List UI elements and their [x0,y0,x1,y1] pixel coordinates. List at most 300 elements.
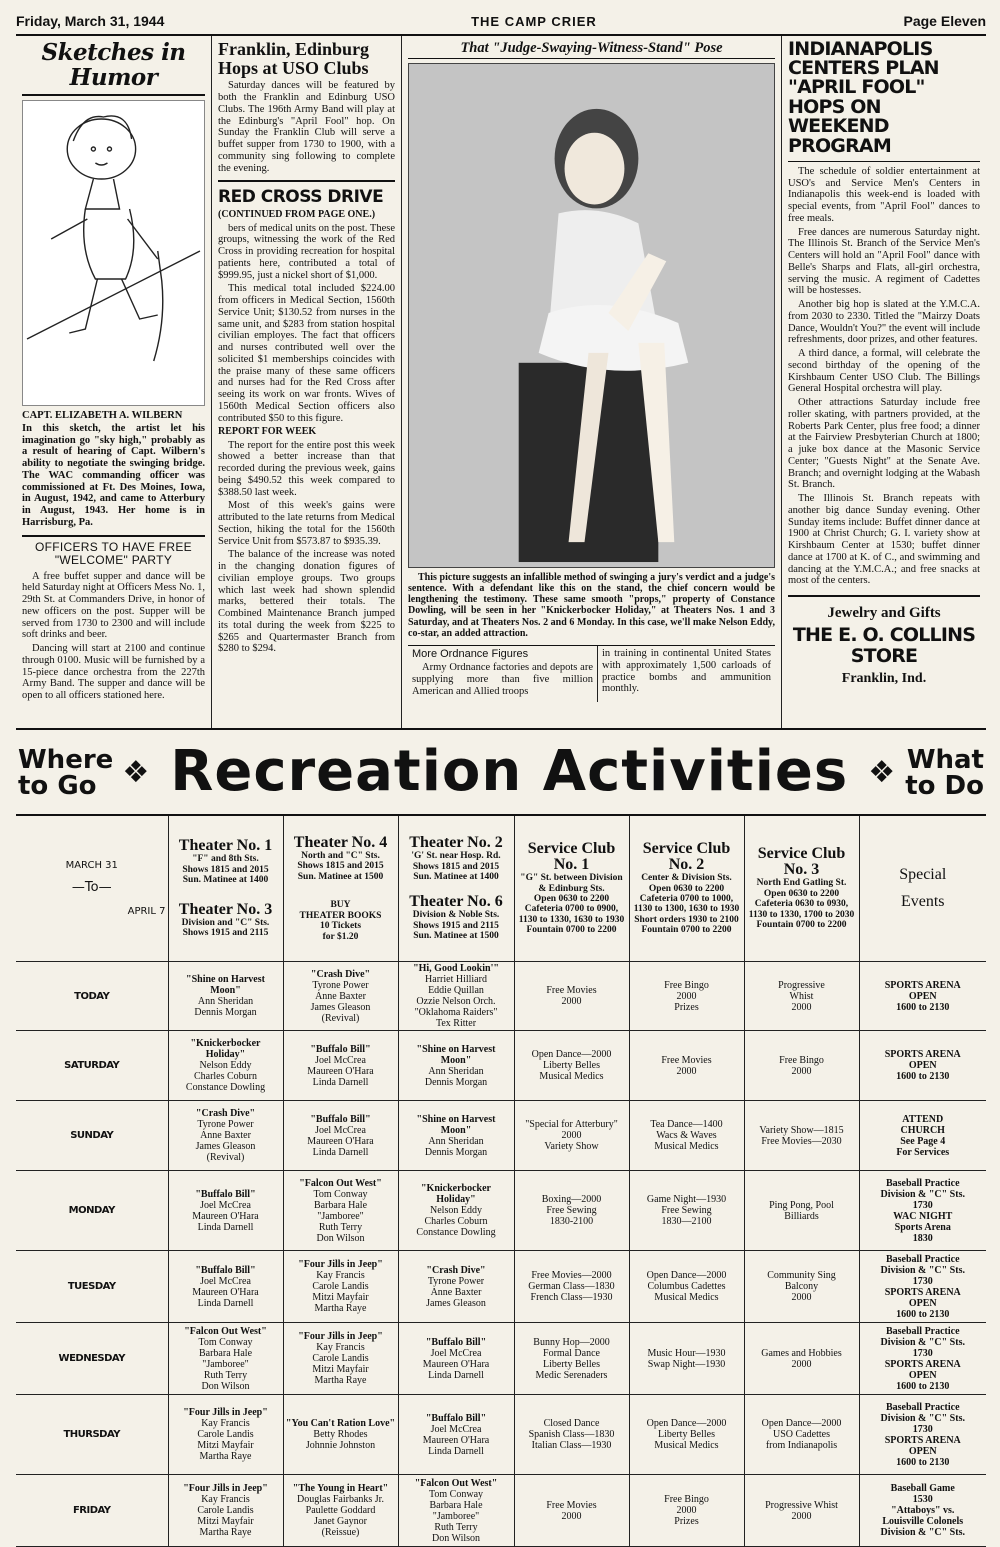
cell-line: Maureen O'Hara [422,1358,490,1370]
theater-name: Theater No. 2 [409,834,503,852]
cell-line: Linda Darnell [428,1369,484,1381]
redcross-paragraph: The balance of the increase was noted in the changing donation figures of civilian employe groups. Two groups which last week had shown splendid marks, bettered their totals. The Combined Maintenance Branch jumped its total during the week from $225 to $265 and Quartermaster Branch from $280 to $294. [218,549,395,655]
date-from: MARCH 31 [65,860,118,872]
cell-line: (Revival) [206,1152,245,1164]
cell-line: (Revival) [321,1012,360,1024]
theater-detail: Division and "C" Sts. [181,917,270,928]
franklin-heading: Franklin, Edinburg Hops at USO Clubs [218,38,370,78]
special-event-cell [859,1031,986,1101]
cell-line: Ozzie Nelson Orch. [416,996,496,1008]
cell-line: 2000 [791,1358,812,1370]
club-detail: North End Gatling St. [756,878,847,889]
cell-line: Division & "C" Sts. [880,1527,965,1539]
club-name: Service Club [642,840,731,858]
cell-line: "Buffalo Bill" [195,1188,256,1200]
schedule-row [16,1101,986,1171]
cell-line: Division & "C" Sts. [880,1264,965,1276]
cell-line: SPORTS ARENA [884,1358,961,1370]
sketch-caption-body: In this sketch, the artist let his imagination go "sky high," probably as a result of hearing of Capt. Wilbern's ability to negotiate the swinging bridge. The WAC commanding officer was commissioned at Ft. Des Moines, Iowa, in August, 1942, and came to Atterbury in August, 1943. Her home is in Harrisburg, Pa. [22,422,205,528]
schedule-cell [283,1251,398,1323]
schedule-cell [283,1101,398,1171]
schedule-cell [398,1171,514,1251]
cell-line: from Indianapolis [765,1440,838,1452]
schedule-cell [168,1251,283,1323]
cell-line: "Shine on Harvest Moon" [416,1113,496,1136]
cell-line: Open Dance—2000 [531,1049,612,1061]
schedule-cell [744,1475,859,1547]
cell-line: OPEN [908,1297,937,1309]
banner-left-line: Where [18,744,114,775]
cell-line: Martha Raye [314,1375,367,1387]
club-detail: Cafeteria 0700 to 1000, 1130 to 1300, 1630 to 1930 [633,893,740,915]
cell-line: Carole Landis [197,1429,254,1441]
cell-line: Martha Raye [199,1527,252,1539]
cell-line: Linda Darnell [197,1221,254,1233]
buy-books-line: THEATER BOOKS [299,910,382,921]
cell-line: Game Night—1930 [646,1194,727,1206]
theater-detail: North and "C" Sts. [301,850,380,861]
cell-line: Tom Conway [198,1336,253,1348]
theater-detail: Shows 1815 and 2015 [182,864,269,875]
banner-right-line: to Do [905,770,984,801]
schedule-cell [398,1395,514,1475]
cell-line: For Services [896,1146,950,1158]
cell-line: Progressive [778,979,825,991]
ad-line-1: Jewelry and Gifts [827,605,941,622]
cell-line: SPORTS ARENA [884,979,961,991]
cell-line: Free Bingo [664,1494,709,1506]
schedule-cell [629,1251,744,1323]
cell-line: Barbara Hale [429,1499,483,1511]
cell-line: Billiards [784,1210,819,1222]
redcross-continued: (CONTINUED FROM PAGE ONE.) [218,209,376,221]
cell-line: Ping Pong, Pool [769,1199,834,1211]
cell-line: OPEN [908,990,937,1002]
officers-paragraph: A free buffet supper and dance will be held Saturday night at Officers Mess No. 1, 29th St. at Commanders Drive, in honor of new officers on the post. Supper will be served from 1730 to 2300 and will include soft drinks and beer. [22,570,205,641]
day-label: MONDAY [16,1171,168,1251]
theater-detail: Sun. Matinee at 1400 [413,871,499,882]
schedule-row [16,1031,986,1101]
cell-line: Progressive Whist [765,1499,838,1511]
schedule-cell [168,962,283,1031]
schedule-cell [629,1395,744,1475]
ordnance-text-2: in training in continental United States with approximately 1,500 carloads of practice bombs and ammunition monthly. [602,648,771,695]
ornament-icon: ❖ [868,754,897,790]
cell-line: OPEN [908,1369,937,1381]
cell-line: Maureen O'Hara [192,1286,259,1298]
cell-line: Anne Baxter [430,1286,482,1298]
redcross-paragraph: This medical total included $224.00 from officers in Medical Section, 1560th Service Unit; $130.52 from nurses in the same unit, and $283 from station hospital civilian employes. The fact that officers and nurses contributed well over the solicited $1 memberships coincides with the praise many of these same officers and nurses had for the Red Cross after seeing its work on war fronts. Wives of 1560th Medical Section officers also contributed $50 to this figure. [218,283,395,424]
schedule-cell [629,1101,744,1171]
theater-detail: 'G' St. near Hosp. Rd. [411,851,501,862]
cell-line: Mitzi Mayfair [312,1364,369,1376]
banner-left [18,744,114,801]
cell-line: 2000 [791,1510,812,1522]
photo-caption: This picture suggests an infallible method of swinging a jury's verdict and a judge's sentence. With a defendant like this on the stand, the chief concern would be lengthening the testimony. These same smooth "props," property of Constance Dowling, will be seen in her "Knickerbocker Holiday," at Theaters Nos. 1 and 3 Saturday, and at Theaters Nos. 2 and 6 Monday. In this case, we'll make Nelson Eddy, co-star, an added attraction. [408,571,775,639]
cell-line: "You Can't Ration Love" [285,1418,396,1430]
theater-detail: Sun. Matinee at 1400 [182,875,269,886]
cell-line: Whist [789,990,814,1002]
schedule-cell [168,1171,283,1251]
redcross-paragraph: bers of medical units on the post. These groups, witnessing the work of the Red Cross in providing recreation for hospital patients here, contributed a total of $999.95, just a nickel short of $1,000. [218,222,395,281]
schedule-table [16,816,986,1547]
cell-line: Tom Conway [313,1188,368,1200]
special-events-label: Special [899,865,947,883]
cell-line: 1830 [912,1232,933,1244]
schedule-row [16,1251,986,1323]
cell-line: Constance Dowling [185,1082,266,1094]
club-number: No. 2 [668,856,705,874]
cell-line: Liberty Belles [543,1060,600,1072]
cell-line: OPEN [908,1060,937,1072]
cell-line: "Crash Dive" [426,1264,486,1276]
schedule-cell [168,1031,283,1101]
cell-line: "Jamboree" [317,1210,364,1222]
day-label: TODAY [16,962,168,1031]
cell-line: Baseball Game [890,1483,955,1495]
theater-2-6-header [398,816,514,962]
cell-line: Dennis Morgan [424,1146,488,1158]
cell-line: ATTEND [902,1113,944,1125]
cell-line: James Gleason [195,1141,256,1153]
cell-line: Wacs & Waves [656,1130,717,1142]
cell-line: "Crash Dive" [195,1108,256,1120]
special-events-label: Events [900,893,945,911]
masthead-title: THE CAMP CRIER [471,13,597,29]
cell-line: Don Wilson [201,1380,250,1392]
schedule-body [16,962,986,1547]
service-club-3-header [744,816,859,962]
cell-line: Linda Darnell [428,1445,484,1457]
cell-line: Douglas Fairbanks Jr. [297,1494,384,1506]
cell-line: Baseball Practice [885,1325,960,1337]
cell-line: "Falcon Out West" [299,1177,382,1189]
day-label: FRIDAY [16,1475,168,1547]
indianapolis-heading: INDIANAPOLIS CENTERS PLAN "APRIL FOOL" HOPS ON WEEKEND PROGRAM [788,40,980,162]
cell-line: Harriet Hilliard [425,974,487,986]
cell-line: Linda Darnell [312,1076,369,1088]
cell-line: "Jamboree" [432,1510,480,1522]
cell-line: Maureen O'Hara [192,1210,259,1222]
service-club-1-header [514,816,629,962]
cell-line: Free Sewing [546,1205,597,1217]
cell-line: 2000 [561,1510,582,1522]
cell-line: Maureen O'Hara [307,1135,374,1147]
recreation-banner [16,730,986,816]
schedule-cell [514,1101,629,1171]
cell-line: French Class—1930 [530,1292,613,1304]
cell-line: See Page 4 [900,1135,946,1147]
club-detail: Fountain 0700 to 2200 [641,925,732,936]
theater-name: Theater No. 1 [178,837,273,855]
cell-line: Mitzi Mayfair [197,1516,254,1528]
cell-line: OPEN [908,1445,937,1457]
theater-detail: Shows 1915 and 2115 [413,920,499,931]
schedule-cell [514,1395,629,1475]
cell-line: Ruth Terry [318,1221,363,1233]
banner-right [905,744,984,801]
cell-line: Columbus Cadettes [647,1281,726,1293]
column-indianapolis [782,36,986,728]
ordnance-strip [408,645,775,702]
cell-line: "Attaboys" vs. [891,1505,955,1517]
cell-line: Medic Serenaders [535,1369,608,1381]
cell-line: Don Wilson [431,1532,481,1544]
cell-line: "Knickerbocker Holiday" [421,1183,491,1206]
cell-line: "Oklahoma Raiders" [414,1007,498,1019]
schedule-cell [514,1323,629,1395]
cell-line: 1830—2100 [661,1216,712,1228]
cell-line: Tyrone Power [197,1119,254,1131]
indianapolis-paragraph: Another big hop is slated at the Y.M.C.A. from 2030 to 2330. Titled the "Mairzy Doats Dance, Wouldn't You?" the event will include refreshments, door prizes, and other features. [788,299,980,346]
club-detail: "G" St. between Division & Edinburg Sts. [520,873,623,894]
cell-line: "Four Jills in Jeep" [298,1259,383,1271]
cell-line: 1600 to 2130 [896,1380,950,1392]
cell-line: Barbara Hale [313,1199,368,1211]
cell-line: 1600 to 2130 [896,1071,950,1083]
schedule-cell [744,1323,859,1395]
cell-line: Carole Landis [197,1505,254,1517]
day-label: SUNDAY [16,1101,168,1171]
cell-line: Free Movies [661,1054,712,1066]
schedule-cell [168,1475,283,1547]
cell-line: (Reissue) [321,1527,360,1539]
cell-line: "Buffalo Bill" [195,1264,256,1276]
officers-heading: OFFICERS TO HAVE FREE "WELCOME" PARTY [22,535,205,568]
cell-line: Division & "C" Sts. [880,1188,965,1200]
date-range [16,816,168,962]
club-detail: Fountain 0700 to 2200 [526,925,617,936]
cell-line: "Falcon Out West" [184,1325,267,1337]
cell-line: Tyrone Power [427,1275,485,1287]
cell-line: "Shine on Harvest Moon" [416,1043,496,1066]
cell-line: "The Young in Heart" [292,1483,389,1495]
cell-line: Baseball Practice [885,1401,960,1413]
cell-line: 1830-2100 [549,1216,594,1228]
date-until: APRIL 7 [127,905,166,917]
cell-line: Charles Coburn [424,1216,488,1228]
theater-detail: Sun. Matinee at 1500 [297,871,384,882]
cell-line: Nelson Eddy [199,1060,252,1072]
cell-line: Variety Show—1815 [759,1124,844,1136]
cell-line: Don Wilson [316,1232,365,1244]
schedule-cell [514,1475,629,1547]
special-event-cell [859,1101,986,1171]
cell-line: Betty Rhodes [313,1429,368,1441]
theater-1-3-header [168,816,283,962]
cell-line: Musical Medics [654,1141,719,1153]
masthead [16,10,986,36]
special-events-header [859,816,986,962]
cell-line: "Four Jills in Jeep" [298,1331,383,1343]
cell-line: 1730 [912,1347,933,1359]
cell-line: Linda Darnell [197,1297,254,1309]
schedule-cell [168,1395,283,1475]
cell-line: 2000 [676,1065,697,1077]
cell-line: "Buffalo Bill" [310,1043,371,1055]
cell-line: Tom Conway [428,1488,484,1500]
cell-line: SPORTS ARENA [884,1286,961,1298]
column-sketches [16,36,212,728]
schedule-cell [744,1251,859,1323]
cell-line: Baseball Practice [885,1253,960,1265]
cell-line: Janet Gaynor [313,1516,368,1528]
cell-line: 1600 to 2130 [896,1456,950,1468]
club-detail: Open 0630 to 2200 [763,888,840,899]
cell-line: Joel McCrea [315,1124,366,1136]
cell-line: Anne Baxter [315,990,366,1002]
cell-line: SPORTS ARENA [884,1434,961,1446]
schedule-cell [629,1323,744,1395]
cell-line: Liberty Belles [658,1429,715,1441]
schedule-cell [744,1395,859,1475]
cell-line: 2000 [791,1065,812,1077]
banner-left-line: to Go [18,770,97,801]
cell-line: 2000 [561,1130,582,1142]
cell-line: Charles Coburn [193,1071,258,1083]
club-detail: Fountain 0700 to 2200 [756,920,847,931]
cell-line: CHURCH [900,1124,945,1136]
cell-line: Closed Dance [543,1418,600,1430]
redcross-paragraph: Most of this week's gains were attributed to the late returns from Medical Section, hiking the total for the 1560th Service Unit from $573.87 to $935.39. [218,500,395,547]
cell-line: Mitzi Mayfair [312,1292,369,1304]
cell-line: Free Movies [546,985,597,997]
theater-detail: Sun. Matinee at 1500 [413,931,499,942]
cell-line: Kay Francis [201,1418,250,1430]
schedule-cell [629,1031,744,1101]
schedule-cell [283,1475,398,1547]
ordnance-heading: More Ordnance Figures [412,648,529,661]
ordnance-text-1: Army Ordnance factories and depots are supplying more than five million American and Allied troops [412,662,593,697]
cell-line: Free Movies—2000 [531,1270,612,1282]
cell-line: Joel McCrea [200,1275,251,1287]
schedule-header-row [16,816,986,962]
cell-line: Kay Francis [201,1494,250,1506]
theater-name: Theater No. 3 [178,900,273,918]
photo-heading: That "Judge-Swaying-Witness-Stand" Pose [408,40,775,59]
recreation-title: Recreation Activities [170,739,849,805]
cell-line: Constance Dowling [416,1227,496,1239]
theater-name: Theater No. 6 [409,893,503,911]
cell-line: "Four Jills in Jeep" [183,1483,268,1495]
day-label: WEDNESDAY [16,1323,168,1395]
collins-store-ad [788,595,980,686]
cell-line: "Buffalo Bill" [310,1113,371,1125]
cell-line: Tex Ritter [435,1018,477,1030]
cell-line: Bunny Hop—2000 [533,1336,610,1348]
schedule-cell [514,962,629,1031]
cell-line: Tyrone Power [312,979,369,991]
schedule-row [16,1171,986,1251]
column-franklin [212,36,402,728]
cell-line: Sports Arena [894,1221,951,1233]
club-number: No. 3 [783,861,820,879]
buy-books-line: 10 Tickets [319,921,362,932]
cell-line: Joel McCrea [430,1423,482,1435]
day-label: SATURDAY [16,1031,168,1101]
club-detail: Cafeteria 0630 to 0930, 1130 to 1330, 1700 to 2030 [748,899,855,920]
cell-line: SPORTS ARENA [884,1049,961,1061]
club-name: Service Club [757,845,846,863]
cell-line: Martha Raye [199,1451,252,1463]
cell-line: Ruth Terry [434,1521,478,1533]
cell-line: Games and Hobbies [761,1347,842,1359]
cell-line: 2000 [676,990,697,1002]
schedule-cell [283,1395,398,1475]
schedule-cell [283,962,398,1031]
club-number: No. 1 [553,856,590,874]
cell-line: "Hi, Good Lookin'" [413,963,499,975]
cell-line: Dennis Morgan [424,1076,488,1088]
cell-line: Carole Landis [312,1353,369,1365]
theater-detail: "F" and 8th Sts. [192,854,259,865]
schedule-cell [514,1251,629,1323]
cell-line: Balcony [784,1281,819,1293]
schedule-cell [629,962,744,1031]
day-label: TUESDAY [16,1251,168,1323]
cell-line: Ruth Terry [203,1369,248,1381]
club-detail: Short orders 1930 to 2100 [634,914,739,925]
cell-line: 1600 to 2130 [896,1001,950,1013]
top-section [16,36,986,730]
sketch-illustration [22,100,205,406]
cell-line: Baseball Practice [885,1177,960,1189]
photo-image [408,63,775,568]
cell-line: "Buffalo Bill" [425,1336,487,1348]
cell-line: Free Movies—2030 [761,1135,842,1147]
cell-line: "Knickerbocker Holiday" [190,1038,261,1061]
theater-name: Theater No. 4 [293,833,388,851]
cell-line: Open Dance—2000 [646,1270,727,1282]
cell-line: Eddie Quillan [428,985,484,997]
cell-line: 2000 [676,1505,697,1517]
indianapolis-paragraph: The Illinois St. Branch repeats with another big dance Sunday evening. Other Sunday items include: Buffet dinner dance at 1900 at Christ Church; G. I. variety show at Kirshbaum Center at 1530; buffet dinner dance at 1700 at K. of C., and swimming and dancing at the Y.M.C.A.; and free snacks at most of the centers. [788,493,980,587]
column-photo [402,36,782,728]
cell-line: 2000 [791,1001,812,1013]
cell-line: Dennis Morgan [194,1007,257,1019]
cell-line: Free Sewing [661,1205,712,1217]
schedule-cell [283,1171,398,1251]
schedule-cell [629,1171,744,1251]
indianapolis-paragraph: The schedule of soldier entertainment at USO's and Service Men's Centers in Indianapolis this week-end is loaded with special events, from "April Fool" dances to free meals. [788,165,980,224]
redcross-subhead: REPORT FOR WEEK [218,426,317,438]
cell-line: Prizes [674,1001,699,1013]
cell-line: James Gleason [426,1297,486,1309]
day-label: THURSDAY [16,1395,168,1475]
cell-line: Boxing—2000 [541,1194,602,1206]
schedule-cell [398,962,514,1031]
cell-line: Anne Baxter [200,1130,251,1142]
indianapolis-paragraph: A third dance, a formal, will celebrate the second birthday of the opening of the Kirshbaum Center USO Club. The Billings General Hospital orchestra will play. [788,348,980,395]
special-event-cell [859,1323,986,1395]
schedule-cell [168,1323,283,1395]
cell-line: Prizes [674,1516,699,1528]
banner-right-line: What [906,744,984,775]
redcross-heading: RED CROSS DRIVE [218,180,395,207]
theater-detail: Division & Noble Sts. [412,910,500,921]
franklin-body: Saturday dances will be featured by both the Franklin and Edinburg USO Clubs. The 196th Army Band will play at the Edinburg's "April Fool" hop. On Sunday the Franklin Club will serve a buffet supper from 1730 to 1900, with a community sing following to complete the evening. [218,80,395,174]
service-club-2-header [629,816,744,962]
club-name: Service Club [527,840,616,858]
cell-line: "Crash Dive" [310,968,371,980]
cell-line: Joel McCrea [200,1199,251,1211]
cell-line: Maureen O'Hara [422,1434,490,1446]
masthead-page: Page Eleven [903,13,986,29]
schedule-cell [744,962,859,1031]
schedule-cell [398,1031,514,1101]
cell-line: Carole Landis [312,1281,369,1293]
cell-line: Musical Medics [654,1292,719,1304]
